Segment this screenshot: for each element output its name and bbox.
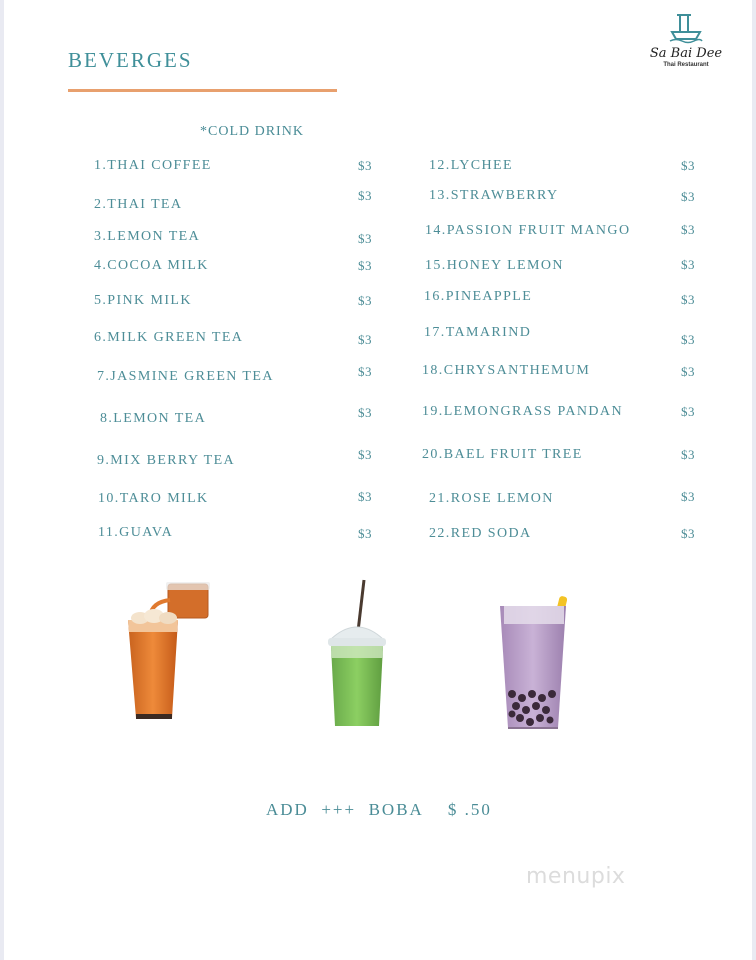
taro-milk-drink-image	[496, 594, 572, 734]
menu-item-name: 20.BAEL FRUIT TREE	[422, 447, 583, 462]
menu-item-name: 6.MILK GREEN TEA	[94, 330, 244, 345]
menu-item-name: 14.PASSION FRUIT MANGO	[425, 223, 631, 238]
menu-item-price: $3	[358, 231, 372, 246]
menu-item-name: 17.TAMARIND	[424, 325, 532, 340]
menu-item-price: $3	[681, 364, 695, 379]
menu-item-price: $3	[681, 189, 695, 204]
menu-item-price: $3	[358, 364, 372, 379]
menu-item-name: 7.JASMINE GREEN TEA	[97, 369, 274, 384]
menu-item-price: $3	[681, 447, 695, 462]
add-boba-note: ADD +++ BOBA $ .50	[266, 800, 492, 819]
menu-item-price: $3	[681, 292, 695, 307]
menu-item-price: $3	[681, 222, 695, 237]
section-label: *COLD DRINK	[200, 124, 304, 139]
menu-item-name: 2.THAI TEA	[94, 197, 183, 212]
menu-item-price: $3	[358, 489, 372, 504]
watermark: menupix	[526, 864, 626, 889]
menu-item-name: 5.PINK MILK	[94, 293, 192, 308]
menu-item-name: 10.TARO MILK	[98, 491, 209, 506]
logo-name: Sa Bai Dee	[649, 46, 723, 61]
menu-item-price: $3	[681, 404, 695, 419]
menu-item-name: 3.LEMON TEA	[94, 229, 201, 244]
thai-tea-drink-image	[122, 580, 212, 722]
menu-item-name: 16.PINEAPPLE	[424, 289, 533, 304]
menu-item-price: $3	[681, 526, 695, 541]
menu-item-price: $3	[358, 526, 372, 541]
menu-item-price: $3	[681, 158, 695, 173]
menu-item-name: 19.LEMONGRASS PANDAN	[422, 404, 623, 419]
menu-item-name: 13.STRAWBERRY	[429, 188, 559, 203]
boat-icon	[668, 12, 704, 44]
menu-item-price: $3	[681, 489, 695, 504]
menu-item-name: 9.MIX BERRY TEA	[97, 453, 236, 468]
menu-item-price: $3	[358, 293, 372, 308]
green-tea-drink-image	[324, 578, 390, 730]
menu-item-price: $3	[358, 405, 372, 420]
menu-item-name: 11.GUAVA	[98, 525, 174, 540]
menu-item-price: $3	[358, 332, 372, 347]
menu-item-name: 8.LEMON TEA	[100, 411, 207, 426]
menu-item-price: $3	[358, 158, 372, 173]
menu-item-price: $3	[681, 257, 695, 272]
menu-item-name: 4.COCOA MILK	[94, 258, 209, 273]
title-underline	[68, 89, 337, 92]
menu-item-price: $3	[358, 447, 372, 462]
menu-item-price: $3	[681, 332, 695, 347]
page-title: BEVERGES	[68, 48, 193, 72]
menu-item-price: $3	[358, 258, 372, 273]
menu-item-name: 21.ROSE LEMON	[429, 491, 554, 506]
menu-item-name: 12.LYCHEE	[429, 158, 513, 173]
logo-subtitle: Thai Restaurant	[663, 62, 709, 68]
menu-item-name: 15.HONEY LEMON	[425, 258, 564, 273]
menu-item-name: 1.THAI COFFEE	[94, 158, 212, 173]
menu-item-price: $3	[358, 188, 372, 203]
menu-item-name: 22.RED SODA	[429, 526, 532, 541]
menu-item-name: 18.CHRYSANTHEMUM	[422, 363, 591, 378]
restaurant-logo	[644, 12, 728, 88]
